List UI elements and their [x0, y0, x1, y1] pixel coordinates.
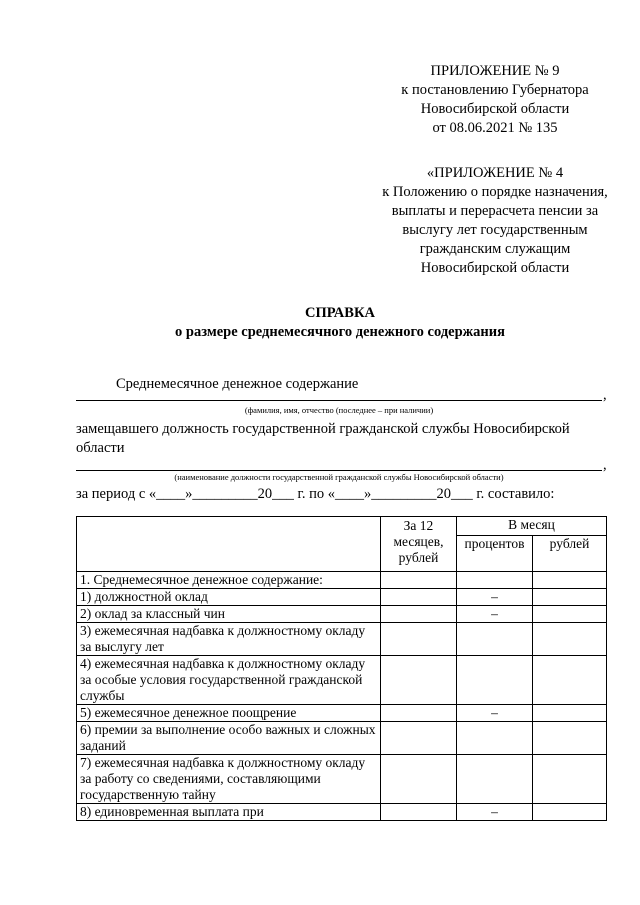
row-label: 1) должностной оклад	[77, 589, 381, 606]
appendix4-line4: гражданским служащим	[419, 241, 571, 257]
row-12-value	[381, 755, 457, 804]
salary-table	[76, 516, 607, 821]
appendix4-line5: Новосибирской области	[420, 260, 570, 276]
appendix9-line1: к постановлению Губернатора	[401, 82, 589, 98]
row-percent: –	[457, 804, 533, 821]
row-12-value	[381, 722, 457, 755]
position-line-2: области	[76, 440, 125, 456]
row-percent	[457, 572, 533, 589]
appendix4-title: «ПРИЛОЖЕНИЕ № 4	[426, 165, 564, 181]
table-row	[77, 589, 607, 606]
table-row	[77, 705, 607, 722]
row-label: 5) ежемесячное денежное поощрение	[77, 705, 381, 722]
row-label: 7) ежемесячная надбавка к должностному окладу за работу со сведениями, составляющими государственную тайну	[77, 755, 381, 804]
header-percent: процентов	[457, 536, 533, 572]
row-percent	[457, 623, 533, 656]
row-rubles	[533, 606, 607, 623]
appendix4-line3: выслугу лет государственным	[402, 222, 588, 238]
document-subtitle: о размере среднемесячного денежного содержания	[175, 324, 505, 340]
header-empty-cell	[77, 517, 381, 572]
appendix4-block	[350, 164, 640, 278]
comma-1: ,	[603, 387, 607, 403]
table-row	[77, 722, 607, 755]
row-label: 6) премии за выполнение особо важных и сложных заданий	[77, 722, 381, 755]
row-12-value	[381, 804, 457, 821]
table-row	[77, 623, 607, 656]
row-percent: –	[457, 606, 533, 623]
row-12-value	[381, 572, 457, 589]
intro-text: Среднемесячное денежное содержание	[116, 376, 359, 392]
row-label: 2) оклад за классный чин	[77, 606, 381, 623]
table-header-row	[77, 517, 607, 536]
appendix4-line1: к Положению о порядке назначения,	[382, 184, 608, 200]
row-percent: –	[457, 589, 533, 606]
row-rubles	[533, 589, 607, 606]
position-fill-line	[76, 470, 602, 471]
row-rubles	[533, 623, 607, 656]
period-text: за период с «____»_________20___ г. по «____»_________20___ г. составило:	[76, 486, 555, 502]
row-label: 3) ежемесячная надбавка к должностному окладу за выслугу лет	[77, 623, 381, 656]
header-rubles: рублей	[533, 536, 607, 572]
header-12-months: За 12 месяцев, рублей	[381, 517, 457, 572]
table-row	[77, 606, 607, 623]
name-fill-line	[76, 400, 602, 401]
row-label: 1. Среднемесячное денежное содержание:	[77, 572, 381, 589]
row-rubles	[533, 755, 607, 804]
table-row	[77, 656, 607, 705]
row-12-value	[381, 623, 457, 656]
header-per-month: В месяц	[457, 517, 607, 536]
table-row	[77, 755, 607, 804]
appendix9-title: ПРИЛОЖЕНИЕ № 9	[430, 63, 560, 79]
row-rubles	[533, 705, 607, 722]
table-row	[77, 804, 607, 821]
row-12-value	[381, 589, 457, 606]
table-row	[77, 572, 607, 589]
comma-2: ,	[603, 457, 607, 473]
appendix9-line3: от 08.06.2021 № 135	[432, 120, 558, 136]
document-title: СПРАВКА	[305, 305, 375, 321]
position-line-1: замещавшего должность государственной гражданской службы Новосибирской	[76, 421, 570, 437]
row-label: 4) ежемесячная надбавка к должностному окладу за особые условия государственной гражданской службы	[77, 656, 381, 705]
row-12-value	[381, 606, 457, 623]
row-12-value	[381, 656, 457, 705]
appendix9-line2: Новосибирской области	[420, 101, 570, 117]
appendix4-line2: выплаты и перерасчета пенсии за	[391, 203, 599, 219]
row-12-value	[381, 705, 457, 722]
row-percent: –	[457, 705, 533, 722]
row-label: 8) единовременная выплата при	[77, 804, 381, 821]
appendix9-block	[330, 62, 640, 138]
row-rubles	[533, 656, 607, 705]
row-rubles	[533, 722, 607, 755]
row-rubles	[533, 804, 607, 821]
name-caption: (фамилия, имя, отчество (последнее – при наличии)	[244, 405, 434, 415]
row-percent	[457, 656, 533, 705]
row-rubles	[533, 572, 607, 589]
row-percent	[457, 722, 533, 755]
position-caption: (наименование должности государственной гражданской службы Новосибирской области)	[174, 472, 504, 482]
row-percent	[457, 755, 533, 804]
